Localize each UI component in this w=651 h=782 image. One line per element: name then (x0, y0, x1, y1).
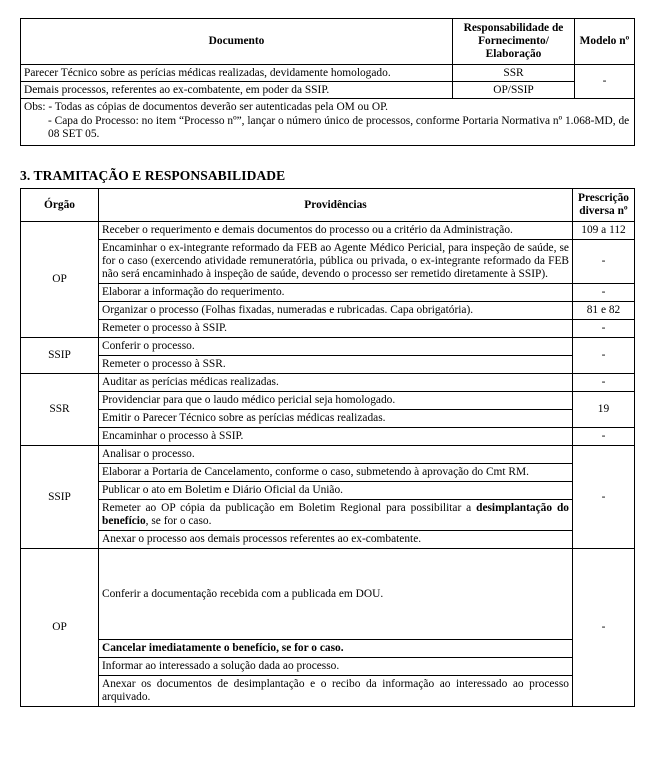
table-row (21, 356, 635, 374)
header-modelo: Modelo nº (575, 19, 635, 65)
prescricao-cell: 19 (573, 392, 635, 428)
providencia-bold-text: desimplantação do benefício (102, 502, 569, 527)
table-row (21, 374, 635, 392)
table-row (21, 284, 635, 302)
table-row (21, 320, 635, 338)
orgao-cell: OP (21, 222, 99, 338)
table-row (21, 531, 635, 549)
documents-table (20, 18, 635, 146)
obs-line-2: - Capa do Processo: no item “Processo nº”, lançar o número único de processos, conforme Portaria Normativa nº 1.068-MD, de 08 SET 05. (48, 114, 630, 140)
header-orgao: Órgão (21, 189, 99, 222)
prescricao-cell: - (573, 240, 635, 284)
prescricao-cell: - (573, 446, 635, 549)
table-row (21, 464, 635, 482)
table-row (21, 658, 635, 676)
header-documento: Documento (21, 19, 453, 65)
responsabilidade-cell: OP/SSIP (453, 82, 575, 99)
providencia-cell: Anexar o processo aos demais processos referentes ao ex-combatente. (99, 531, 573, 549)
providencia-cell: Organizar o processo (Folhas fixadas, numeradas e rubricadas. Capa obrigatória). (99, 302, 573, 320)
table-row (21, 446, 635, 464)
providencia-cell: Encaminhar o ex-integrante reformado da FEB ao Agente Médico Pericial, para inspeção de saúde, se for o caso (exercendo atividade remuneratória, pública ou privada, o ex-integrante reformado da FEB não será encaminhado à inspeção de saúde, devendo o processo ser remetido diretamente à SSIP). (99, 240, 573, 284)
obs-line-1: Obs: - Todas as cópias de documentos deverão ser autenticadas pela OM ou OP. (24, 101, 389, 113)
table-row (21, 302, 635, 320)
header-providencias: Providências (99, 189, 573, 222)
table-row (21, 640, 635, 658)
table-row (21, 428, 635, 446)
header-responsabilidade: Responsabilidade de Fornecimento/ Elaboração (453, 19, 575, 65)
table-row (21, 240, 635, 284)
table-row (21, 676, 635, 707)
providencia-cell: Remeter o processo à SSIP. (99, 320, 573, 338)
providencia-cell: Receber o requerimento e demais documentos do processo ou a critério da Administração. (99, 222, 573, 240)
orgao-cell: SSR (21, 374, 99, 446)
table-row (21, 82, 635, 99)
providencia-cell (99, 500, 573, 531)
prescricao-cell: - (573, 320, 635, 338)
providencia-cell: Elaborar a informação do requerimento. (99, 284, 573, 302)
providencia-cell: Analisar o processo. (99, 446, 573, 464)
table-row (21, 500, 635, 531)
table-row (21, 65, 635, 82)
prescricao-cell: - (573, 428, 635, 446)
prescricao-cell: 109 a 112 (573, 222, 635, 240)
tramitacao-table-section (20, 188, 634, 707)
providencia-text: Remeter ao OP cópia da publicação em Boletim Regional para possibilitar a (102, 502, 477, 514)
modelo-cell: - (575, 65, 635, 99)
header-prescricao: Prescrição diversa nº (573, 189, 635, 222)
documents-table-header (21, 19, 635, 65)
prescricao-cell: - (573, 338, 635, 374)
table-row (21, 482, 635, 500)
providencia-cell: Conferir a documentação recebida com a publicada em DOU. (99, 549, 573, 640)
prescricao-cell: 81 e 82 (573, 302, 635, 320)
documento-cell: Demais processos, referentes ao ex-combatente, em poder da SSIP. (21, 82, 453, 99)
table-row (21, 222, 635, 240)
prescricao-cell: - (573, 549, 635, 707)
orgao-cell: SSIP (21, 338, 99, 374)
prescricao-cell: - (573, 284, 635, 302)
section-title: 3. TRAMITAÇÃO E RESPONSABILIDADE (20, 168, 286, 183)
prescricao-cell: - (573, 374, 635, 392)
providencia-cell: Publicar o ato em Boletim e Diário Oficial da União. (99, 482, 573, 500)
table-row (21, 338, 635, 356)
providencia-cell: Providenciar para que o laudo médico pericial seja homologado. (99, 392, 573, 410)
table-row (21, 410, 635, 428)
orgao-cell: OP (21, 549, 99, 707)
providencia-cell: Cancelar imediatamente o benefício, se for o caso. (99, 640, 573, 658)
obs-cell (21, 99, 635, 146)
tramitacao-table-header (21, 189, 635, 222)
tramitacao-table (20, 188, 635, 707)
table-row (21, 392, 635, 410)
providencia-cell: Elaborar a Portaria de Cancelamento, conforme o caso, submetendo à aprovação do Cmt RM. (99, 464, 573, 482)
providencia-cell: Informar ao interessado a solução dada ao processo. (99, 658, 573, 676)
documents-table-section (20, 18, 634, 146)
providencia-cell: Conferir o processo. (99, 338, 573, 356)
providencia-cell: Emitir o Parecer Técnico sobre as perícias médicas realizadas. (99, 410, 573, 428)
providencia-cell: Encaminhar o processo à SSIP. (99, 428, 573, 446)
providencia-text: , se for o caso. (145, 515, 212, 527)
orgao-cell: SSIP (21, 446, 99, 549)
providencia-cell: Anexar os documentos de desimplantação e o recibo da informação ao interessado ao processo arquivado. (99, 676, 573, 707)
obs-row (21, 99, 635, 146)
table-row (21, 549, 635, 640)
responsabilidade-cell: SSR (453, 65, 575, 82)
providencia-cell: Remeter o processo à SSR. (99, 356, 573, 374)
providencia-cell: Auditar as perícias médicas realizadas. (99, 374, 573, 392)
documento-cell: Parecer Técnico sobre as perícias médicas realizadas, devidamente homologado. (21, 65, 453, 82)
